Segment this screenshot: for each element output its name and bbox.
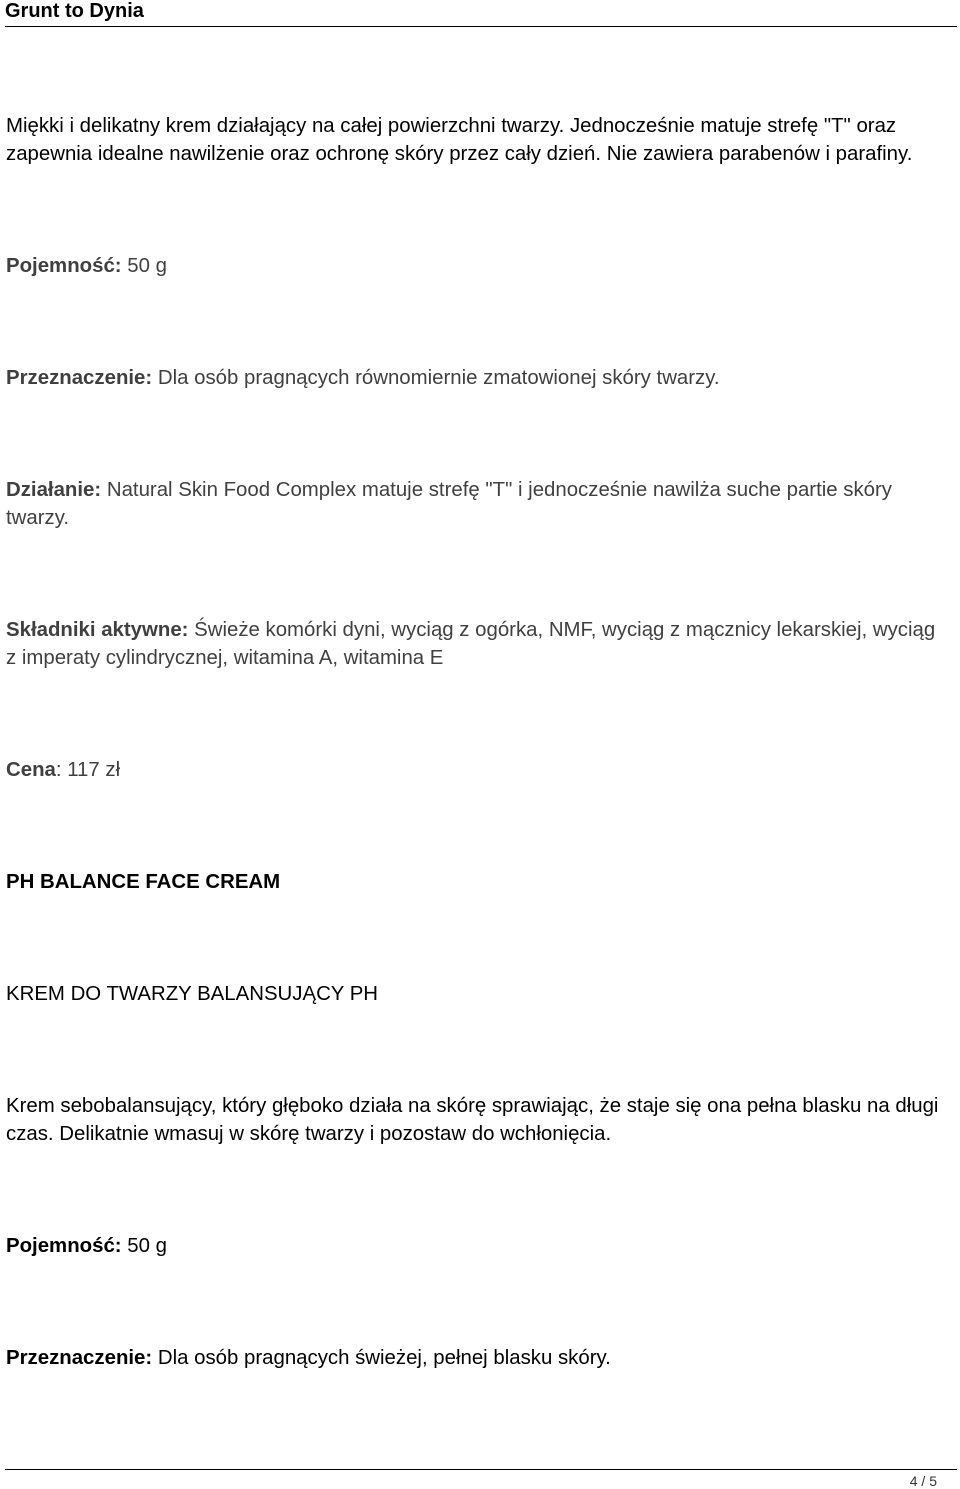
product2-capacity [6,1232,951,1260]
document-title: Grunt to Dynia [5,0,144,22]
page-number: 4 / 5 [909,1473,937,1489]
purpose-value: Dla osób pragnących świeżej, pełnej blasku skóry. [152,1347,611,1369]
document-body [6,112,951,1372]
purpose-value: Dla osób pragnących równomiernie zmatowionej skóry twarzy. [152,367,720,389]
product1-purpose [6,364,951,392]
capacity-label: Pojemność: [6,1235,122,1257]
product1-ingredients [6,616,951,672]
price-value: : 117 zł [55,759,121,781]
product2-description: Krem sebobalansujący, który głęboko działa na skórę sprawiając, że staje się ona pełna blasku na długi czas. Delikatnie wmasuj w skórę twarzy i pozostaw do wchłonięcia. [6,1095,939,1145]
ingredients-label: Składniki aktywne: [6,619,189,641]
action-label: Działanie: [6,479,102,501]
capacity-label: Pojemność: [6,255,122,277]
product2-purpose [6,1344,951,1372]
product1-action [6,476,951,532]
ingredients-value: Świeże komórki dyni, wyciąg z ogórka, NMF, wyciąg z mącznicy lekarskiej, wyciąg z imperaty cylindrycznej, witamina A, witamina E [6,619,936,669]
capacity-value: 50 g [121,255,167,277]
product2-subtitle: KREM DO TWARZY BALANSUJĄCY PH [6,983,379,1005]
page-header [5,0,957,27]
product1-price [6,756,951,784]
purpose-label: Przeznaczenie: [6,367,153,389]
price-label: Cena [6,759,56,781]
purpose-label: Przeznaczenie: [6,1347,153,1369]
product1-description: Miękki i delikatny krem działający na całej powierzchni twarzy. Jednocześnie matuje strefę "T" oraz zapewnia idealne nawilżenie oraz ochronę skóry przez cały dzień. Nie zawiera parabenów i parafiny. [6,115,913,165]
action-value: Natural Skin Food Complex matuje strefę "T" i jednocześnie nawilża suche partie skóry twarzy. [6,479,892,529]
product2-name: PH BALANCE FACE CREAM [6,871,281,893]
capacity-value: 50 g [121,1235,167,1257]
product1-capacity [6,252,951,280]
page-footer [5,1469,957,1489]
